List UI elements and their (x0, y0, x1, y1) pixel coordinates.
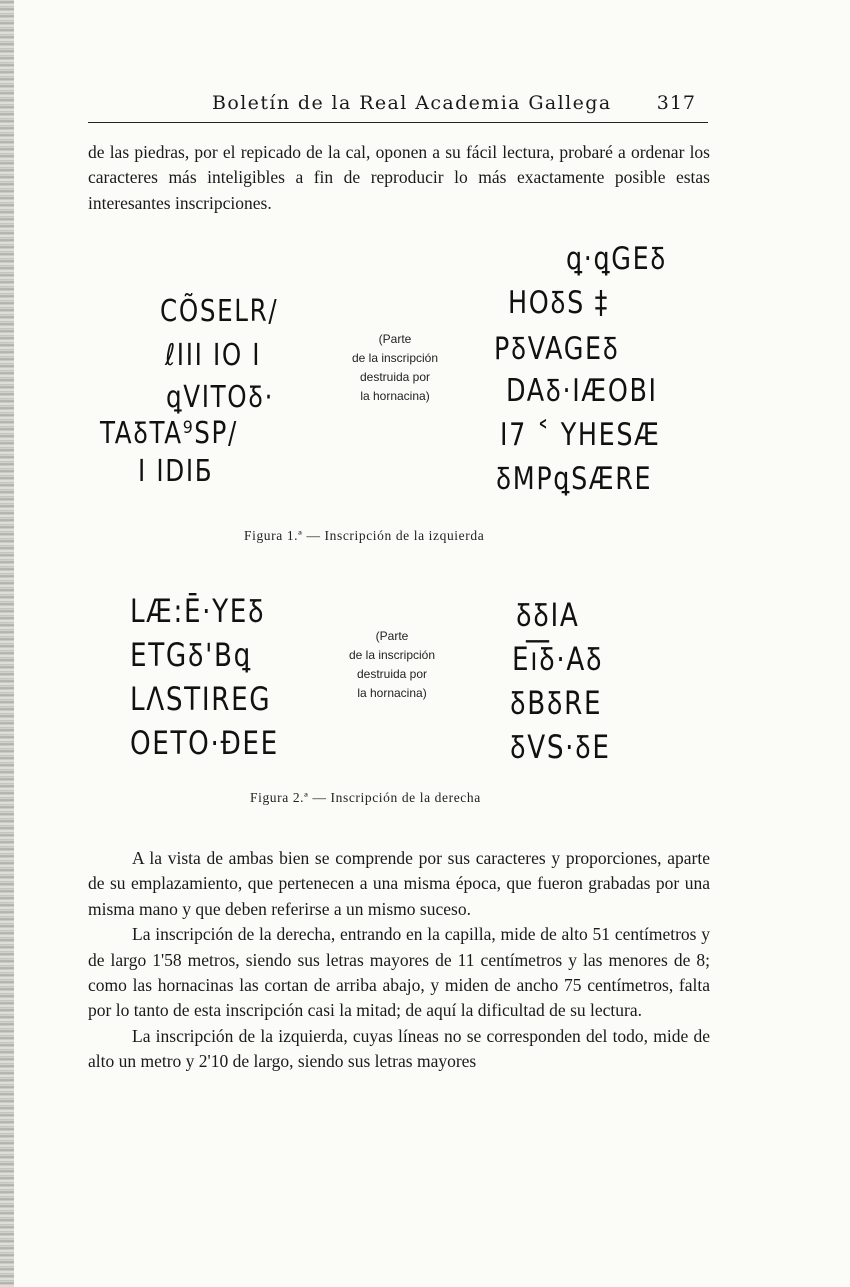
fig2-note-line: (Parte (375, 629, 409, 643)
fig2-left-line-1: LÆ:Ē·YEꝽ (130, 592, 266, 630)
fig1-left-line-2: ℓIII IO I (165, 338, 262, 373)
figure-2-caption: Figura 2.ª — Inscripción de la derecha (250, 790, 481, 805)
fig2-right-line-1: ꝽꝽIA (516, 596, 580, 634)
fig1-right-line-3: PꝽVAGEꝽ (494, 331, 620, 367)
running-header (88, 92, 708, 123)
intro-paragraph (88, 140, 710, 216)
page-number: 317 (656, 92, 696, 114)
fig2-left-line-3: LΛSTIREG (130, 680, 272, 718)
fig2-note-line: destruida por (356, 667, 428, 681)
fig1-left-line-1: CÕSELR/ (160, 294, 279, 329)
fig1-note-line: destruida por (359, 370, 431, 384)
fig2-left-line-2: ETGꝽ'Bꝗ (130, 636, 252, 674)
fig1-left-line-3: ꝗVITOꝽ· (166, 380, 275, 415)
fig1-right-line-5: I7 ˂ YHESÆ (500, 417, 661, 453)
body-text (88, 846, 710, 1075)
fig2-right-line-3: ꝽBꝽRE (510, 684, 603, 722)
fig1-right-line-4: DAꝽ·IÆOBI (506, 373, 658, 409)
fig1-right-line-1: ꝗ·ꝗGEꝽ (566, 241, 668, 277)
fig1-note-line: la hornacina) (360, 389, 430, 403)
fig1-right-line-2: HOꝽS ‡ (508, 285, 610, 321)
fig1-note (330, 330, 460, 406)
fig2-right-line-4: ꝽVS·ꝽE (510, 728, 611, 766)
figure-1-caption: Figura 1.ª — Inscripción de la izquierda (244, 528, 485, 543)
intro-text: de las piedras, por el repicado de la cal, oponen a su fácil lectura, probaré a ordenar los caracteres más inteligibles a fin de reproducir lo más exactamente posible estas interesantes inscripciones. (88, 142, 710, 213)
paragraph-2: La inscripción de la derecha, entrando en la capilla, mide de alto 51 centímetros y de largo 1'58 metros, siendo sus letras mayores de 11 centímetros y las menores de 8; como las hornacinas las cortan de arriba abajo, y miden de ancho 75 centímetros, falta por lo tanto de esta inscripción casi la mitad; de aquí la dificultad de su lectura. (88, 924, 710, 1021)
fig1-left-line-5: I IDIБ (138, 454, 214, 489)
fig1-note-line: de la inscripción (351, 351, 439, 365)
fig2-note-line: la hornacina) (357, 686, 427, 700)
fig1-note-line: (Parte (378, 332, 412, 346)
fig1-right-line-6: ꝽMPꝗSÆRE (496, 461, 653, 497)
paragraph-1: A la vista de ambas bien se comprende por sus caracteres y proporciones, aparte de su emplazamiento, que pertenecen a una misma época, que fueron grabadas por una misma mano y que deben referirse a un mismo suceso. (88, 848, 710, 919)
fig2-right-line-2: Eı͞Ᵹ·AꝽ (512, 640, 604, 678)
paragraph-3: La inscripción de la izquierda, cuyas líneas no se corresponden del todo, mide de alto un metro y 2'10 de largo, siendo sus letras mayores (88, 1025, 710, 1072)
fig2-left-line-4: OETO·ÐEE (130, 724, 279, 762)
fig2-note-line: de la inscripción (348, 648, 436, 662)
fig2-note (322, 627, 462, 703)
book-binding-edge (0, 0, 14, 1287)
fig1-left-line-4: TAꝽTA⁹SP/ (100, 416, 238, 451)
journal-title: Boletín de la Real Academia Gallega (212, 92, 612, 114)
